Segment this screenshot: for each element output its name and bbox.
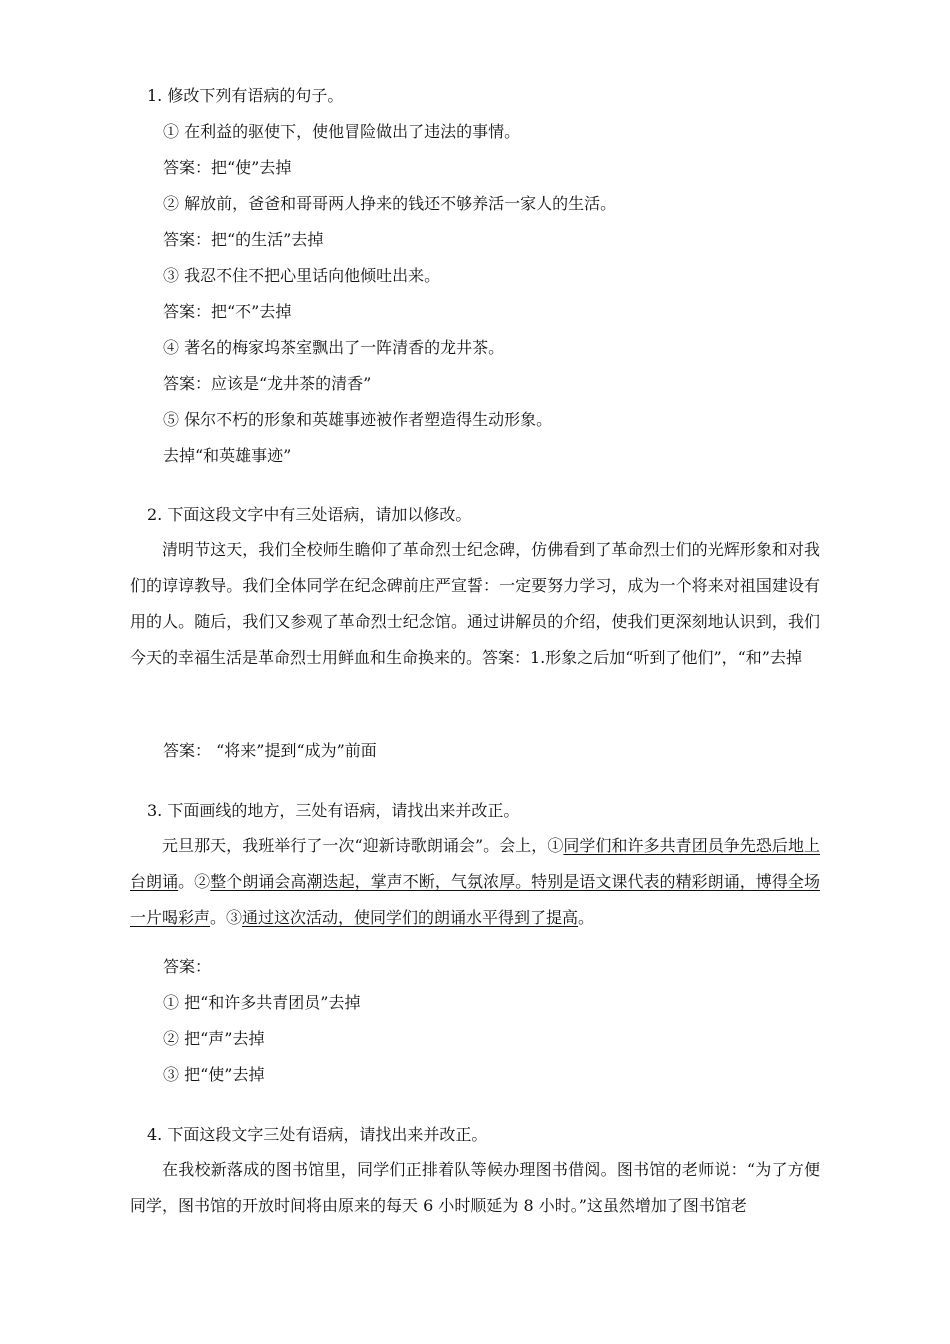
q2-title: 2. 下面这段文字中有三处语病，请加以修改。 [147,505,472,524]
q3-paragraph [130,828,820,936]
q3-answer-label: 答案： [163,957,212,976]
q2-answer: 答案： “将来”提到“成为”前面 [163,741,377,760]
q3-text-1: 元旦那天，我班举行了一次“迎新诗歌朗诵会”。会上，① [162,836,564,855]
q3-text-3: 。③ [210,908,243,927]
q3-underlined-3: 通过这次活动，使同学们的朗诵水平得到了提高 [242,908,579,927]
q1-sentence-1: ① 在利益的驱使下，使他冒险做出了违法的事情。 [163,122,521,141]
q2-paragraph: 清明节这天，我们全校师生瞻仰了革命烈士纪念碑，仿佛看到了革命烈士们的光辉形象和对我们的谆谆教导。我们全体同学在纪念碑前庄严宣誓：一定要努力学习，成为一个将来对祖国建设有用的人。随后，我们又参观了革命烈士纪念馆。通过讲解员的介绍，使我们更深刻地认识到，我们今天的幸福生活是革命烈士用鲜血和生命换来的。答案：1.形象之后加“听到了他们”，“和”去掉 [130,540,820,667]
q1-answer-1: 答案：把“使”去掉 [163,158,292,177]
q3-title: 3. 下面画线的地方，三处有语病，请找出来并改正。 [147,801,520,820]
q1-title: 1. 修改下列有语病的句子。 [147,86,344,105]
q3-underlined-1: 同学们和许多共青团员争先恐后地上台朗诵 [130,836,820,891]
q3-text-4: 。 [578,908,595,927]
q1-sentence-5: ⑤ 保尔不朽的形象和英雄事迹被作者塑造得生动形象。 [163,410,553,429]
q3-answer-1: ① 把“和许多共青团员”去掉 [163,993,361,1012]
q4-paragraph: 在我校新落成的图书馆里，同学们正排着队等候办理图书借阅。图书馆的老师说：“为了方便同学，图书馆的开放时间将由原来的每天 6 小时顺延为 8 小时。”这虽然增加了图书馆老 [130,1160,820,1215]
q3-answer-3: ③ 把“使”去掉 [163,1065,265,1084]
q3-underlined-2: 整个朗诵会高潮迭起，掌声不断，气氛浓厚。特别是语文课代表的精彩朗诵，博得全场一片喝彩声 [130,872,820,927]
q3-text-2: 。② [178,872,211,891]
q1-answer-2: 答案：把“的生活”去掉 [163,230,324,249]
q1-sentence-3: ③ 我忍不住不把心里话向他倾吐出来。 [163,266,441,285]
q1-answer-5: 去掉“和英雄事迹” [163,446,292,465]
q4-title: 4. 下面这段文字三处有语病，请找出来并改正。 [147,1125,488,1144]
q3-answer-2: ② 把“声”去掉 [163,1029,265,1048]
q1-sentence-4: ④ 著名的梅家坞茶室飘出了一阵清香的龙井茶。 [163,338,505,357]
q1-sentence-2: ② 解放前，爸爸和哥哥两人挣来的钱还不够养活一家人的生活。 [163,194,617,213]
q1-answer-4: 答案：应该是“龙井茶的清香” [163,374,372,393]
q1-answer-3: 答案：把“不”去掉 [163,302,292,321]
